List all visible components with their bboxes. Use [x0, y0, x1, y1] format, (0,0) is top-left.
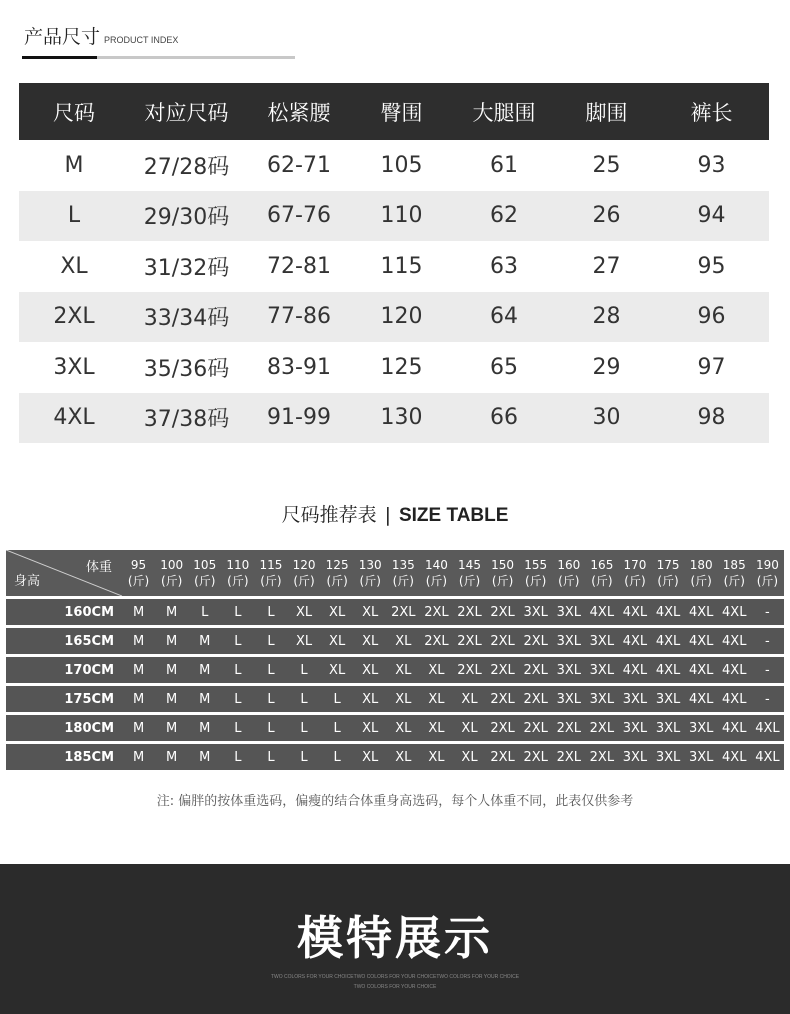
- weight-value: 95: [130, 558, 147, 572]
- size-cell: 3XL: [652, 715, 685, 741]
- weight-value: 140: [424, 558, 448, 572]
- weight-header: [453, 550, 486, 596]
- size-cell: 2XL: [486, 686, 519, 712]
- weight-unit: (斤): [194, 574, 216, 588]
- size-cell: L: [221, 628, 254, 654]
- size-cell: XL: [420, 686, 453, 712]
- size-cell: M: [122, 599, 155, 625]
- weight-unit: (斤): [127, 574, 150, 588]
- table-cell: 63: [490, 253, 518, 279]
- size-cell: 4XL: [585, 599, 618, 625]
- size-cell: 4XL: [751, 744, 784, 770]
- size-cell: -: [751, 628, 784, 654]
- weight-value: 105: [193, 558, 217, 572]
- size-cell: XL: [387, 657, 420, 683]
- table-cell: 37/38码: [129, 393, 244, 444]
- table-row: [19, 140, 769, 191]
- banner-subtitle: TWO COLORS FOR YOUR CHOICETWO COLORS FOR YOUR CHOICETWO COLORS FOR YOUR CHOICE: [270, 974, 520, 980]
- size-cell: XL: [387, 744, 420, 770]
- size-cell: XL: [354, 628, 387, 654]
- weight-value: 185: [722, 558, 746, 572]
- size-cell: -: [751, 657, 784, 683]
- size-cell: L: [254, 657, 287, 683]
- weight-header: [122, 550, 155, 596]
- height-label: 165CM: [6, 628, 122, 654]
- weight-unit: (斤): [160, 574, 183, 588]
- column-header: 臀围: [354, 83, 449, 140]
- size-cell: XL: [420, 657, 453, 683]
- height-label: 185CM: [6, 744, 122, 770]
- table-row: [19, 292, 769, 343]
- weight-value: 155: [524, 558, 548, 572]
- size-cell: L: [254, 599, 287, 625]
- table-cell: 28: [559, 292, 654, 343]
- size-cell: 3XL: [552, 657, 585, 683]
- size-cell: 2XL: [420, 599, 453, 625]
- table-cell: 64: [449, 292, 559, 343]
- size-cell: M: [188, 657, 221, 683]
- size-cell: XL: [354, 599, 387, 625]
- size-cell: XL: [453, 715, 486, 741]
- weight-header: [287, 550, 320, 596]
- weight-value: 120: [292, 558, 316, 572]
- weight-header: [221, 550, 254, 596]
- size-cell: 3XL: [685, 715, 718, 741]
- size-cell: 2XL: [585, 744, 618, 770]
- weight-header: [519, 550, 552, 596]
- weight-header: [685, 550, 718, 596]
- size-cell: XL: [287, 628, 320, 654]
- size-cell: 3XL: [618, 686, 651, 712]
- size-cell: 4XL: [718, 657, 751, 683]
- size-cell: 2XL: [519, 715, 552, 741]
- column-header: 脚围: [559, 83, 654, 140]
- size-cell: L: [221, 744, 254, 770]
- size-cell: M: [155, 657, 188, 683]
- table-row: [19, 393, 769, 444]
- weight-header: [652, 550, 685, 596]
- size-cell: 2XL: [486, 744, 519, 770]
- height-row: [6, 657, 784, 683]
- size-cell: 3XL: [585, 628, 618, 654]
- size-cell: L: [188, 599, 221, 625]
- table-cell: 110: [354, 191, 449, 242]
- weight-value: 110: [226, 558, 250, 572]
- table-cell: 115: [380, 253, 423, 279]
- table-cell: 30: [559, 393, 654, 444]
- weight-header: [254, 550, 287, 596]
- size-cell: XL: [354, 686, 387, 712]
- size-cell: M: [122, 686, 155, 712]
- weight-unit: (斤): [690, 574, 712, 588]
- size-cell: 4XL: [718, 599, 751, 625]
- weight-value: 190: [755, 558, 779, 572]
- weight-header: [552, 550, 585, 596]
- size-note: 注: 偏胖的按体重选码，偏瘦的结合体重身高选码，每个人体重不同，此表仅供参考: [156, 794, 634, 809]
- table-cell: 97: [697, 354, 726, 380]
- size-cell: L: [254, 715, 287, 741]
- size-cell: 2XL: [486, 657, 519, 683]
- weight-value: 165: [590, 558, 614, 572]
- table-cell: 96: [654, 292, 769, 343]
- weight-unit: (斤): [227, 574, 249, 588]
- size-cell: XL: [321, 599, 354, 625]
- size-table-header: [19, 83, 769, 140]
- model-showcase-banner: [0, 864, 790, 1014]
- corner-height-label: 身高: [14, 574, 41, 589]
- table-cell: 31/32码: [143, 255, 230, 281]
- weight-header: [751, 550, 784, 596]
- weight-unit: (斤): [624, 574, 646, 588]
- column-header: 大腿围: [449, 83, 559, 140]
- height-row: [6, 686, 784, 712]
- weight-value: 115: [259, 558, 283, 572]
- table-cell: 72-81: [267, 253, 331, 279]
- height-row: [6, 715, 784, 741]
- size-cell: M: [155, 715, 188, 741]
- table-cell: 29: [592, 354, 621, 380]
- size-cell: M: [122, 657, 155, 683]
- size-cell: L: [221, 657, 254, 683]
- size-recommend-title-cn: 尺码推荐表: [281, 504, 377, 526]
- size-cell: 2XL: [486, 715, 519, 741]
- size-cell: M: [155, 686, 188, 712]
- size-cell: 2XL: [387, 599, 420, 625]
- weight-value: 100: [160, 558, 184, 572]
- size-cell: 2XL: [519, 686, 552, 712]
- weight-unit: (斤): [558, 574, 580, 588]
- table-cell: 125: [380, 354, 423, 380]
- size-cell: 3XL: [618, 744, 651, 770]
- size-cell: 2XL: [519, 628, 552, 654]
- size-cell: M: [155, 628, 188, 654]
- weight-header: [321, 550, 354, 596]
- weight-unit: (斤): [491, 574, 514, 588]
- size-cell: L: [254, 686, 287, 712]
- table-cell: 83-91: [267, 354, 331, 380]
- size-cell: XL: [321, 657, 354, 683]
- table-cell: 91-99: [244, 393, 354, 444]
- table-cell: 29/30码: [129, 191, 244, 242]
- size-recommend-title: [0, 500, 790, 527]
- weight-unit: (斤): [525, 574, 547, 588]
- size-cell: XL: [354, 744, 387, 770]
- size-cell: XL: [453, 744, 486, 770]
- table-cell: 95: [697, 253, 726, 279]
- size-cell: 2XL: [552, 744, 585, 770]
- size-cell: 2XL: [453, 657, 486, 683]
- size-cell: 4XL: [652, 657, 685, 683]
- size-cell: 3XL: [652, 686, 685, 712]
- weight-header: [618, 550, 651, 596]
- height-row: [6, 744, 784, 770]
- weight-unit: (斤): [458, 574, 481, 588]
- size-cell: 4XL: [718, 686, 751, 712]
- size-cell: L: [321, 686, 354, 712]
- table-cell: 105: [380, 152, 423, 178]
- weight-header-row: [6, 550, 784, 596]
- table-cell: 93: [697, 152, 726, 178]
- table-cell: 33/34码: [129, 292, 244, 343]
- table-cell: 2XL: [19, 292, 129, 343]
- height-row: [6, 628, 784, 654]
- table-cell: 77-86: [244, 292, 354, 343]
- size-cell: L: [221, 599, 254, 625]
- size-cell: L: [287, 744, 320, 770]
- weight-unit: (斤): [392, 574, 414, 588]
- table-cell: 94: [654, 191, 769, 242]
- size-cell: L: [221, 686, 254, 712]
- weight-value: 135: [391, 558, 415, 572]
- size-cell: XL: [453, 686, 486, 712]
- weight-unit: (斤): [293, 574, 315, 588]
- size-cell: 4XL: [685, 599, 718, 625]
- size-cell: 2XL: [519, 744, 552, 770]
- size-cell: L: [254, 628, 287, 654]
- size-cell: -: [751, 686, 784, 712]
- size-cell: 3XL: [585, 686, 618, 712]
- weight-unit: (斤): [425, 574, 448, 588]
- header-underline-accent: [22, 56, 97, 59]
- size-cell: 2XL: [486, 628, 519, 654]
- size-cell: 3XL: [685, 744, 718, 770]
- size-cell: 3XL: [552, 599, 585, 625]
- size-table-body: [19, 140, 769, 443]
- table-row: [19, 342, 769, 393]
- weight-value: 150: [491, 558, 515, 572]
- size-cell: XL: [354, 657, 387, 683]
- size-cell: XL: [321, 628, 354, 654]
- size-cell: 3XL: [552, 628, 585, 654]
- size-cell: 4XL: [618, 599, 651, 625]
- size-table: [19, 83, 769, 443]
- size-cell: 2XL: [585, 715, 618, 741]
- weight-value: 130: [358, 558, 382, 572]
- size-cell: 4XL: [685, 686, 718, 712]
- weight-value: 180: [689, 558, 713, 572]
- weight-unit: (斤): [591, 574, 613, 588]
- size-cell: XL: [354, 715, 387, 741]
- size-cell: 3XL: [618, 715, 651, 741]
- size-cell: 3XL: [519, 599, 552, 625]
- weight-header: [155, 550, 188, 596]
- size-cell: M: [188, 715, 221, 741]
- height-label: 170CM: [6, 657, 122, 683]
- size-cell: 4XL: [718, 744, 751, 770]
- weight-header: [387, 550, 420, 596]
- size-cell: 4XL: [618, 657, 651, 683]
- corner-weight-label: 体重: [86, 560, 113, 575]
- size-cell: XL: [387, 715, 420, 741]
- column-header: 尺码: [19, 83, 129, 140]
- title-separator: |: [384, 504, 391, 526]
- size-cell: -: [751, 599, 784, 625]
- table-row: [19, 191, 769, 242]
- weight-header: [188, 550, 221, 596]
- size-cell: 4XL: [618, 628, 651, 654]
- table-cell: 66: [449, 393, 559, 444]
- column-header: 松紧腰: [244, 83, 354, 140]
- section-title-cn: 产品尺寸: [24, 26, 101, 48]
- corner-cell: [6, 550, 122, 596]
- size-cell: 2XL: [552, 715, 585, 741]
- table-cell: 67-76: [244, 191, 354, 242]
- table-cell: 3XL: [53, 354, 95, 380]
- weight-header: [354, 550, 387, 596]
- weight-header: [486, 550, 519, 596]
- size-cell: 2XL: [519, 657, 552, 683]
- size-cell: XL: [420, 744, 453, 770]
- size-cell: L: [287, 686, 320, 712]
- size-cell: 4XL: [685, 628, 718, 654]
- size-cell: M: [122, 628, 155, 654]
- table-cell: 130: [354, 393, 449, 444]
- weight-value: 170: [623, 558, 647, 572]
- weight-unit: (斤): [657, 574, 679, 588]
- size-cell: 3XL: [585, 657, 618, 683]
- table-cell: M: [64, 152, 84, 178]
- table-cell: 27: [592, 253, 621, 279]
- size-cell: M: [188, 744, 221, 770]
- size-recommend-table: [6, 547, 784, 773]
- size-cell: L: [221, 715, 254, 741]
- size-cell: M: [155, 599, 188, 625]
- size-cell: M: [155, 744, 188, 770]
- size-cell: 4XL: [718, 628, 751, 654]
- size-recommend-title-en: SIZE TABLE: [398, 505, 509, 526]
- weight-unit: (斤): [326, 574, 348, 588]
- size-cell: XL: [287, 599, 320, 625]
- table-cell: 62-71: [267, 152, 331, 178]
- table-cell: 98: [654, 393, 769, 444]
- size-cell: XL: [387, 686, 420, 712]
- table-cell: 4XL: [19, 393, 129, 444]
- size-cell: XL: [420, 715, 453, 741]
- table-cell: 35/36码: [143, 356, 230, 382]
- weight-value: 145: [458, 558, 481, 572]
- table-cell: L: [19, 191, 129, 242]
- size-cell: L: [321, 715, 354, 741]
- size-cell: 3XL: [652, 744, 685, 770]
- weight-unit: (斤): [723, 574, 745, 588]
- height-row: [6, 599, 784, 625]
- weight-value: 160: [557, 558, 581, 572]
- weight-unit: (斤): [359, 574, 381, 588]
- weight-unit: (斤): [756, 574, 779, 588]
- height-label: 160CM: [6, 599, 122, 625]
- size-cell: 4XL: [718, 715, 751, 741]
- column-header: 对应尺码: [129, 83, 244, 140]
- banner-subtitle-2: TWO COLORS FOR YOUR CHOICE: [353, 984, 437, 990]
- size-cell: M: [122, 744, 155, 770]
- weight-unit: (斤): [260, 574, 282, 588]
- size-recommend-body: [6, 550, 784, 770]
- table-cell: 62: [449, 191, 559, 242]
- height-label: 175CM: [6, 686, 122, 712]
- size-cell: M: [188, 686, 221, 712]
- table-cell: 120: [354, 292, 449, 343]
- table-cell: 65: [490, 354, 518, 380]
- table-row: [19, 241, 769, 292]
- size-cell: L: [287, 657, 320, 683]
- weight-header: [718, 550, 751, 596]
- banner-title: 模特展示: [297, 911, 493, 965]
- size-cell: M: [188, 628, 221, 654]
- size-cell: 2XL: [486, 599, 519, 625]
- weight-header: [420, 550, 453, 596]
- weight-value: 175: [656, 558, 680, 572]
- size-cell: 2XL: [453, 628, 486, 654]
- table-cell: 61: [490, 152, 518, 178]
- size-cell: L: [321, 744, 354, 770]
- size-cell: 4XL: [685, 657, 718, 683]
- size-cell: 4XL: [751, 715, 784, 741]
- height-label: 180CM: [6, 715, 122, 741]
- size-cell: 2XL: [453, 599, 486, 625]
- size-cell: 2XL: [420, 628, 453, 654]
- table-cell: 25: [592, 152, 621, 178]
- weight-header: [585, 550, 618, 596]
- size-cell: L: [254, 744, 287, 770]
- size-cell: 4XL: [652, 599, 685, 625]
- section-header: [24, 22, 178, 49]
- section-title-en: PRODUCT INDEX: [104, 35, 179, 45]
- size-cell: 3XL: [552, 686, 585, 712]
- weight-value: 125: [325, 558, 349, 572]
- table-cell: 27/28码: [143, 154, 230, 180]
- table-cell: XL: [60, 253, 88, 279]
- table-cell: 26: [559, 191, 654, 242]
- size-cell: 4XL: [652, 628, 685, 654]
- size-cell: M: [122, 715, 155, 741]
- column-header: 裤长: [654, 83, 769, 140]
- size-cell: XL: [387, 628, 420, 654]
- size-cell: L: [287, 715, 320, 741]
